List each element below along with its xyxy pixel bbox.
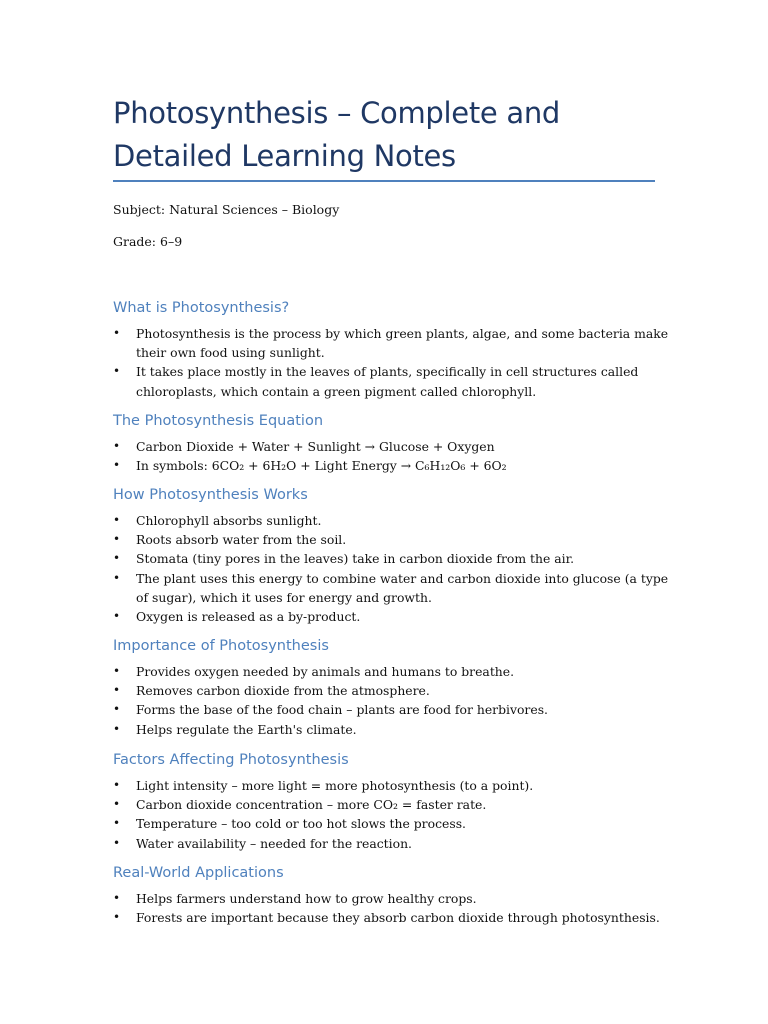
- bullet-icon: •: [113, 532, 121, 547]
- list-item: • The plant uses this energy to combine water and carbon dioxide into glucose (a type of sugar), which it uses for energy and growth.: [113, 570, 669, 605]
- bullet-icon: •: [113, 551, 121, 566]
- list-item: • Chlorophyll absorbs sunlight.: [113, 511, 673, 530]
- list-item: • Helps farmers understand how to grow healthy crops.: [113, 889, 673, 908]
- bullet-list: [113, 324, 673, 401]
- section-applications: [113, 863, 673, 927]
- list-item: • Carbon Dioxide + Water + Sunlight → Glucose + Oxygen: [113, 437, 673, 456]
- bullet-icon: •: [113, 835, 121, 850]
- bullet-list: [113, 889, 673, 927]
- section-importance: [113, 636, 673, 739]
- document-title: Photosynthesis – Complete and Detailed Learning Notes: [113, 96, 561, 173]
- bullet-icon: •: [113, 570, 121, 585]
- bullet-list: [113, 662, 673, 739]
- list-item: • Forms the base of the food chain – plants are food for herbivores.: [113, 700, 673, 719]
- bullet-icon: •: [113, 816, 121, 831]
- bullet-icon: •: [113, 513, 121, 527]
- section-heading: How Photosynthesis Works: [113, 487, 308, 503]
- title-block: [113, 92, 658, 178]
- grade-line: Grade: 6–9: [113, 234, 183, 249]
- title-underline: [113, 180, 655, 182]
- bullet-icon: •: [113, 439, 121, 453]
- bullet-icon: •: [113, 702, 121, 717]
- list-item: • It takes place mostly in the leaves of plants, specifically in cell structures called chloroplasts, which contain a green pigment called chlorophyll.: [113, 364, 639, 399]
- list-item: • Photosynthesis is the process by which green plants, algae, and some bacteria make their own food using sunlight.: [113, 326, 669, 361]
- subject-line: Subject: Natural Sciences – Biology: [113, 202, 340, 217]
- list-item: • Removes carbon dioxide from the atmosphere.: [113, 681, 673, 700]
- section-heading: The Photosynthesis Equation: [113, 413, 324, 429]
- bullet-list: [113, 776, 673, 853]
- list-item: • Forests are important because they absorb carbon dioxide through photosynthesis.: [113, 908, 673, 927]
- section-equation: [113, 411, 673, 475]
- bullet-icon: •: [113, 721, 121, 736]
- section-what-is: [113, 298, 673, 401]
- bullet-list: [113, 511, 673, 626]
- list-item: • Carbon dioxide concentration – more CO₂ = faster rate.: [113, 795, 673, 814]
- list-item: • Helps regulate the Earth's climate.: [113, 720, 673, 739]
- bullet-icon: •: [113, 891, 121, 905]
- bullet-icon: •: [113, 797, 121, 812]
- bullet-icon: •: [113, 664, 121, 678]
- section-heading: Importance of Photosynthesis: [113, 638, 329, 654]
- list-item: • Oxygen is released as a by-product.: [113, 607, 673, 626]
- section-heading: Real-World Applications: [113, 865, 284, 881]
- list-item: • Water availability – needed for the reaction.: [113, 834, 673, 853]
- list-item: • Light intensity – more light = more photosynthesis (to a point).: [113, 776, 673, 795]
- bullet-icon: •: [113, 609, 121, 624]
- bullet-icon: •: [113, 364, 121, 379]
- bullet-icon: •: [113, 910, 121, 925]
- bullet-icon: •: [113, 458, 121, 473]
- bullet-icon: •: [113, 778, 121, 792]
- section-factors: [113, 750, 673, 853]
- section-heading: What is Photosynthesis?: [113, 300, 290, 316]
- bullet-icon: •: [113, 683, 121, 698]
- list-item: • Stomata (tiny pores in the leaves) take in carbon dioxide from the air.: [113, 549, 673, 568]
- section-heading: Factors Affecting Photosynthesis: [113, 752, 349, 768]
- list-item: • Roots absorb water from the soil.: [113, 530, 673, 549]
- section-how-it-works: [113, 485, 673, 626]
- bullet-list: [113, 437, 673, 475]
- bullet-icon: •: [113, 326, 121, 340]
- list-item: • Temperature – too cold or too hot slows the process.: [113, 814, 673, 833]
- list-item: • In symbols: 6CO₂ + 6H₂O + Light Energy → C₆H₁₂O₆ + 6O₂: [113, 456, 673, 475]
- list-item: • Provides oxygen needed by animals and humans to breathe.: [113, 662, 673, 681]
